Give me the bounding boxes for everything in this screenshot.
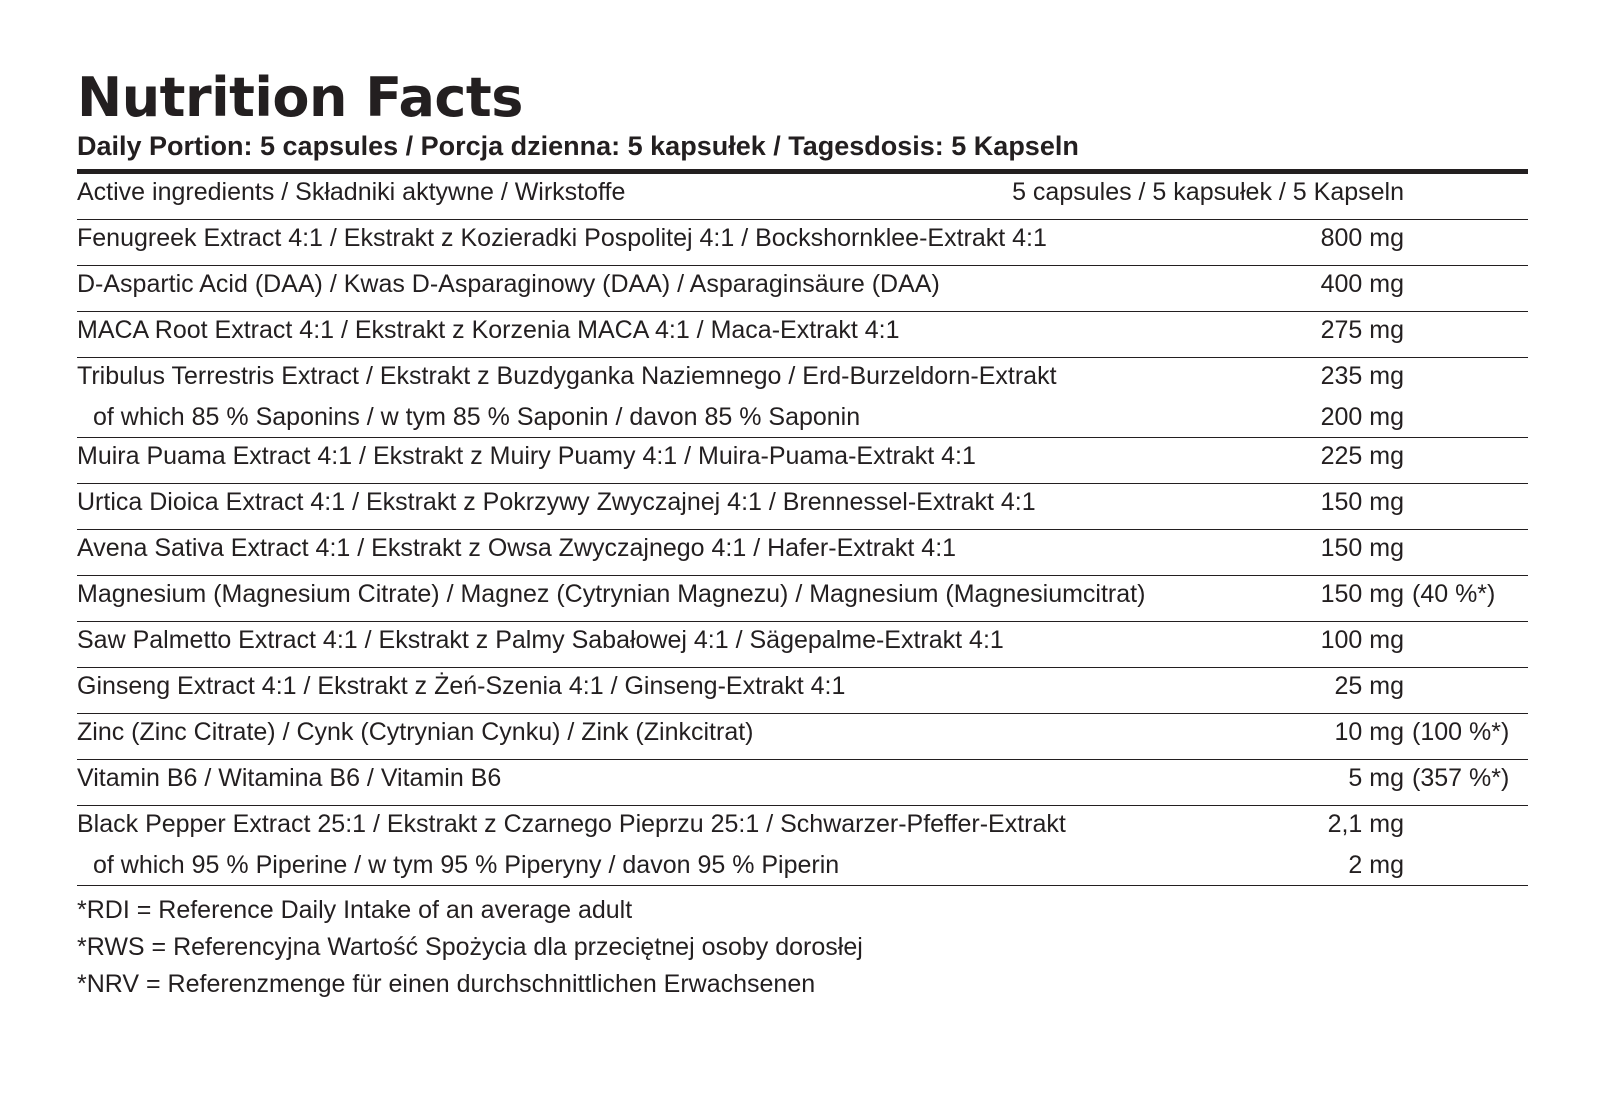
table-row bbox=[77, 622, 1528, 668]
ingredient-name: Tribulus Terrestris Extract / Ekstrakt z Buzdyganka Naziemnego / Erd-Burzeldorn-Extrakt bbox=[77, 362, 1057, 390]
ingredient-rdi: (100 %*) bbox=[1412, 718, 1510, 746]
ingredients-column-header: Active ingredients / Składniki aktywne / Wirkstoffe bbox=[77, 178, 626, 206]
ingredient-name: Muira Puama Extract 4:1 / Ekstrakt z Muiry Puamy 4:1 / Muira-Puama-Extrakt 4:1 bbox=[77, 442, 976, 470]
ingredient-name: Vitamin B6 / Witamina B6 / Vitamin B6 bbox=[77, 764, 502, 792]
ingredient-amount: 2,1 mg bbox=[1327, 810, 1404, 838]
table-row bbox=[77, 266, 1528, 312]
amount-column-header: 5 capsules / 5 kapsułek / 5 Kapseln bbox=[1012, 178, 1404, 206]
ingredient-rdi: (40 %*) bbox=[1412, 580, 1496, 608]
ingredient-name: D-Aspartic Acid (DAA) / Kwas D-Asparaginowy (DAA) / Asparaginsäure (DAA) bbox=[77, 270, 940, 298]
ingredient-sub-name: of which 85 % Saponins / w tym 85 % Saponin / davon 85 % Saponin bbox=[93, 403, 861, 431]
ingredient-name: Magnesium (Magnesium Citrate) / Magnez (Cytrynian Magnezu) / Magnesium (Magnesiumcitrat) bbox=[77, 580, 1146, 608]
ingredient-sub-amount: 200 mg bbox=[1320, 403, 1404, 431]
table-row bbox=[77, 576, 1528, 622]
ingredient-amount: 25 mg bbox=[1334, 672, 1404, 700]
footnotes bbox=[77, 892, 1528, 1003]
ingredient-amount: 225 mg bbox=[1320, 442, 1404, 470]
footnote-rws: *RWS = Referencyjna Wartość Spożycia dla przeciętnej osoby dorosłej bbox=[77, 933, 863, 961]
ingredient-name: Black Pepper Extract 25:1 / Ekstrakt z Czarnego Pieprzu 25:1 / Schwarzer-Pfeffer-Extrakt bbox=[77, 810, 1066, 838]
ingredient-amount: 150 mg bbox=[1320, 534, 1404, 562]
ingredient-amount: 275 mg bbox=[1320, 316, 1404, 344]
table-row bbox=[77, 358, 1528, 438]
table-row bbox=[77, 484, 1528, 530]
table-header-row bbox=[77, 174, 1528, 220]
footnote-rdi: *RDI = Reference Daily Intake of an average adult bbox=[77, 896, 633, 924]
ingredient-name: Zinc (Zinc Citrate) / Cynk (Cytrynian Cynku) / Zink (Zinkcitrat) bbox=[77, 718, 754, 746]
ingredient-name: MACA Root Extract 4:1 / Ekstrakt z Korzenia MACA 4:1 / Maca-Extrakt 4:1 bbox=[77, 316, 900, 344]
table-row bbox=[77, 760, 1528, 806]
ingredient-amount: 800 mg bbox=[1320, 224, 1404, 252]
table-row bbox=[77, 714, 1528, 760]
ingredient-amount: 150 mg bbox=[1320, 580, 1404, 608]
ingredient-sub-amount: 2 mg bbox=[1348, 851, 1404, 879]
ingredient-name: Urtica Dioica Extract 4:1 / Ekstrakt z Pokrzywy Zwyczajnej 4:1 / Brennessel-Extrakt 4:1 bbox=[77, 488, 1036, 516]
ingredient-amount: 150 mg bbox=[1320, 488, 1404, 516]
ingredient-sub-name: of which 95 % Piperine / w tym 95 % Piperyny / davon 95 % Piperin bbox=[93, 851, 840, 879]
ingredient-name: Saw Palmetto Extract 4:1 / Ekstrakt z Palmy Sabałowej 4:1 / Sägepalme-Extrakt 4:1 bbox=[77, 626, 1004, 654]
table-row bbox=[77, 220, 1528, 266]
table-row bbox=[77, 806, 1528, 886]
ingredient-name: Fenugreek Extract 4:1 / Ekstrakt z Kozieradki Pospolitej 4:1 / Bockshornklee-Extrakt 4:1 bbox=[77, 224, 1047, 252]
table-row bbox=[77, 438, 1528, 484]
ingredient-amount: 5 mg bbox=[1348, 764, 1404, 792]
ingredient-name: Ginseng Extract 4:1 / Ekstrakt z Żeń-Szenia 4:1 / Ginseng-Extrakt 4:1 bbox=[77, 672, 846, 700]
ingredient-amount: 400 mg bbox=[1320, 270, 1404, 298]
ingredient-amount: 235 mg bbox=[1320, 362, 1404, 390]
daily-portion-subtitle: Daily Portion: 5 capsules / Porcja dzienna: 5 kapsułek / Tagesdosis: 5 Kapseln bbox=[77, 131, 1079, 161]
table-row bbox=[77, 312, 1528, 358]
footnote-nrv: *NRV = Referenzmenge für einen durchschnittlichen Erwachsenen bbox=[77, 970, 816, 998]
nutrition-facts-title: Nutrition Facts bbox=[77, 66, 523, 129]
table-row bbox=[77, 668, 1528, 714]
ingredient-amount: 10 mg bbox=[1334, 718, 1404, 746]
ingredient-name: Avena Sativa Extract 4:1 / Ekstrakt z Owsa Zwyczajnego 4:1 / Hafer-Extrakt 4:1 bbox=[77, 534, 957, 562]
ingredient-rdi: (357 %*) bbox=[1412, 764, 1510, 792]
nutrition-facts-panel bbox=[77, 66, 1528, 1003]
ingredient-amount: 100 mg bbox=[1320, 626, 1404, 654]
table-row bbox=[77, 530, 1528, 576]
